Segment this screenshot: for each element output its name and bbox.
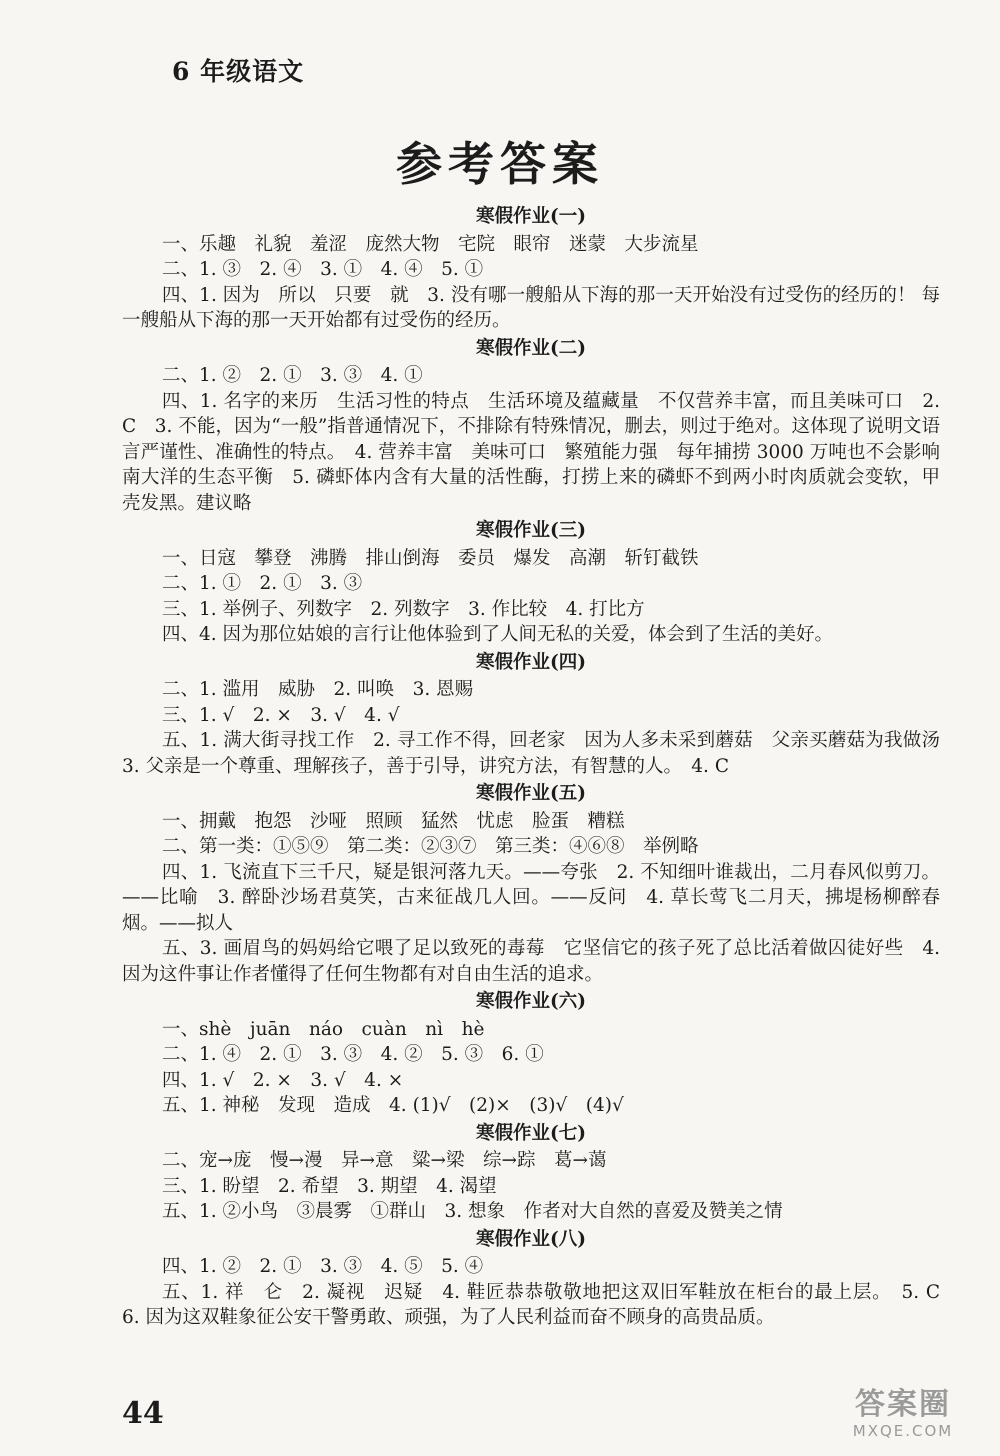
- answer-line: 三、1. √ 2. × 3. √ 4. √: [162, 704, 400, 726]
- answer-line: 四、1. √ 2. × 3. √ 4. ×: [162, 1069, 404, 1091]
- answer-line: 五、1. ②小鸟 ③晨雾 ①群山 3. 想象 作者对大自然的喜爱及赞美之情: [162, 1201, 783, 1222]
- answer-line: 四、1. 因为 所以 只要 就 3. 没有哪一艘船从下海的那一天开始没有过受伤的经历的！ 每一艘船从下海的那一天开始都有过受伤的经历。: [122, 284, 940, 331]
- answer-line: 四、1. ② 2. ① 3. ③ 4. ⑤ 5. ④: [162, 1256, 484, 1277]
- section-title: 寒假作业(五): [475, 783, 586, 804]
- answer-line: 二、第一类：①⑤⑨ 第二类：②③⑦ 第三类：④⑥⑧ 举例略: [162, 836, 699, 857]
- answer-line: 三、1. 盼望 2. 希望 3. 期望 4. 渴望: [162, 1175, 497, 1197]
- answer-line: 五、1. 神秘 发现 造成 4. (1)√ (2)× (3)√ (4)√: [162, 1095, 624, 1116]
- answer-line: 二、1. 滥用 威胁 2. 叫唤 3. 恩赐: [162, 679, 474, 700]
- answer-line: 五、1. 满大街寻找工作 2. 寻工作不得，回老家 因为人多未采到蘑菇 父亲买蘑菇为我做汤 3. 父亲是一个尊重、理解孩子，善于引导，讲究方法，有智慧的人。 4. C: [122, 730, 959, 777]
- page-title: 参考答案: [396, 137, 604, 191]
- answer-line: 一、shè juān náo cuàn nì hè: [162, 1018, 485, 1040]
- answer-line: 四、4. 因为那位姑娘的言行让他体验到了人间无私的关爱，体会到了生活的美好。: [162, 624, 834, 645]
- section-title: 寒假作业(八): [475, 1228, 586, 1250]
- subject-header: 6 年级语文: [172, 57, 305, 86]
- answer-line: 五、1. 祥 仑 2. 凝视 迟疑 4. 鞋匠恭恭敬敬地把这双旧军鞋放在柜台的最上层。 5. C 6. 因为这双鞋象征公安干警勇敢、顽强，为了人民利益而奋不顾身的高贵品质。: [122, 1281, 959, 1328]
- answer-line: 三、1. 举例子、列数字 2. 列数字 3. 作比较 4. 打比方: [162, 598, 645, 620]
- section-title: 寒假作业(六): [475, 991, 586, 1012]
- answer-line: 二、宠→庞 慢→漫 异→意 粱→梁 综→踪 葛→蔼: [162, 1150, 607, 1171]
- answer-line: 一、日寇 攀登 沸腾 排山倒海 委员 爆发 高潮 斩钉截铁: [162, 547, 699, 569]
- answer-line: 二、1. ③ 2. ④ 3. ① 4. ④ 5. ①: [162, 259, 484, 280]
- section-title: 寒假作业(四): [475, 651, 586, 673]
- answer-line: 二、1. ① 2. ① 3. ③: [162, 573, 363, 594]
- watermark-url: MXQE.COM: [852, 1422, 954, 1440]
- section-title: 寒假作业(一): [475, 206, 586, 227]
- answer-content: [122, 202, 959, 1331]
- watermark-text: 答案圈: [855, 1387, 951, 1422]
- answer-line: 二、1. ② 2. ① 3. ③ 4. ①: [162, 365, 423, 386]
- watermark-logo: [828, 1388, 978, 1444]
- section-title: 寒假作业(二): [475, 337, 586, 359]
- page-number: 44: [122, 1396, 164, 1431]
- answer-line: 一、拥戴 抱怨 沙哑 照顾 猛然 忧虑 脸蛋 糟糕: [162, 810, 625, 832]
- answer-line: 一、乐趣 礼貌 羞涩 庞然大物 宅院 眼帘 迷蒙 大步流星: [162, 233, 699, 255]
- answer-line: 四、1. 飞流直下三千尺，疑是银河落九天。——夸张 2. 不知细叶谁裁出，二月春风似剪刀。——比喻 3. 醉卧沙场君莫笑，古来征战几人回。——反问 4. 草长莺飞二月天，拂堤杨柳醉春烟。——拟人: [122, 861, 940, 934]
- answer-line: 五、3. 画眉鸟的妈妈给它喂了足以致死的毒莓 它坚信它的孩子死了总比活着做囚徒好些 4. 因为这件事让作者懂得了任何生物都有对自由生活的追求。: [122, 938, 940, 985]
- answer-line: 四、1. 名字的来历 生活习性的特点 生活环境及蕴藏量 不仅营养丰富，而且美味可口 2. C 3. 不能，因为“一般”指普通情况下，不排除有特殊情况，删去，则过于绝对。这体现了说明文语言严谨性、准确性的特点。 4. 营养丰富 美味可口 繁殖能力强 每年捕捞 3000 万吨也不会影响南大洋的生态平衡 5. 磷虾体内含有大量的活性酶，打捞上来的磷虾不到两小时肉质就会变软，甲壳发黑。建议略: [122, 390, 940, 514]
- section-title: 寒假作业(七): [475, 1122, 586, 1144]
- answer-line: 二、1. ④ 2. ① 3. ③ 4. ② 5. ③ 6. ①: [162, 1044, 544, 1065]
- section-title: 寒假作业(三): [475, 520, 586, 541]
